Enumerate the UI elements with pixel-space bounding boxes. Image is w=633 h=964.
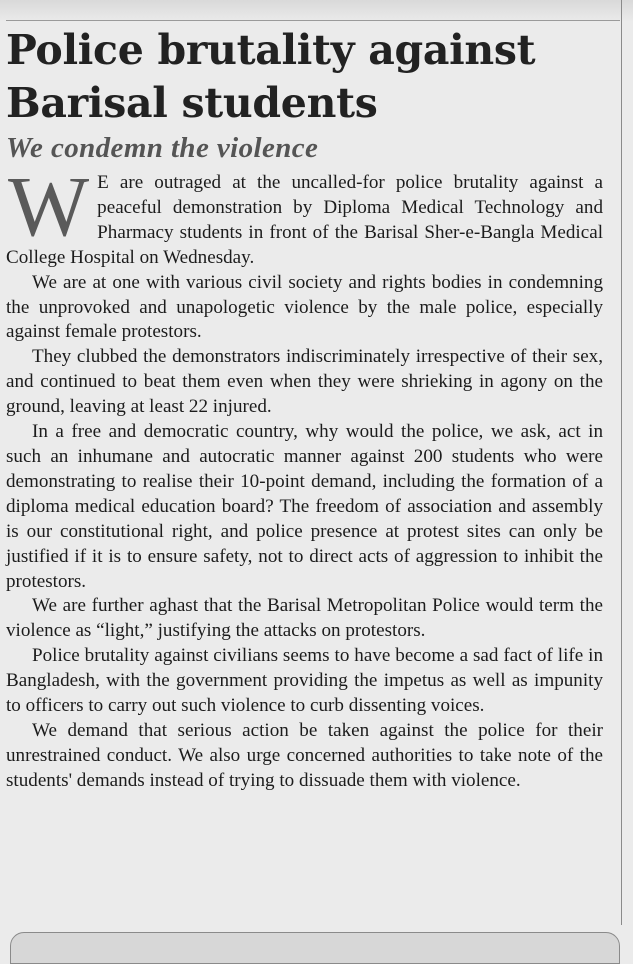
headline-line-2: Barisal students [6,79,378,127]
paragraph-7: We demand that serious action be taken against the police for their unrestrained conduct. We also urge concerned authorities to take note of the students' demands instead of trying to dissuade them with violence. [6,719,603,791]
headline-line-1: Police brutality against [6,26,536,74]
next-article-box-edge [10,932,620,964]
drop-cap: W [8,158,90,254]
page-top-strip [0,0,633,22]
paragraph-1 [6,158,603,271]
right-column-rule [621,0,622,925]
top-column-rule [6,20,620,21]
article-body [6,158,603,794]
subheadline: We condemn the violence [6,132,319,164]
paragraph-5: We are further aghast that the Barisal Metropolitan Police would term the violence as “light,” justifying the attacks on protestors. [6,595,603,642]
paragraph-2: We are at one with various civil society and rights bodies in condemning the unprovoked and unapologetic violence by the male police, especially against female protestors. [6,271,603,343]
paragraph-4: In a free and democratic country, why would the police, we ask, act in such an inhumane and autocratic manner against 200 students who were demonstrating to realise their 10-point demand, including the formation of a diploma medical education board? The freedom of association and assembly is our constitutional right, and police presence at protest sites can only be justified if it is to ensure safety, not to direct acts of aggression to inhibit the protestors. [6,421,603,592]
paragraph-3: They clubbed the demonstrators indiscriminately irrespective of their sex, and continued to beat them even when they were shrieking in agony on the ground, leaving at least 22 injured. [6,346,603,418]
paragraph-6: Police brutality against civilians seems to have become a sad fact of life in Bangladesh, with the government providing the impetus as well as impunity to officers to carry out such violence to curb dissenting voices. [6,645,603,717]
editorial-article [6,24,603,794]
headline [6,24,603,130]
paragraph-1-text: E are outraged at the uncalled-for police brutality against a peaceful demonstration by Diploma Medical Technology and Pharmacy students in front of the Barisal Sher-e-Bangla Medical College Hospital on Wednesday. [6,172,603,268]
